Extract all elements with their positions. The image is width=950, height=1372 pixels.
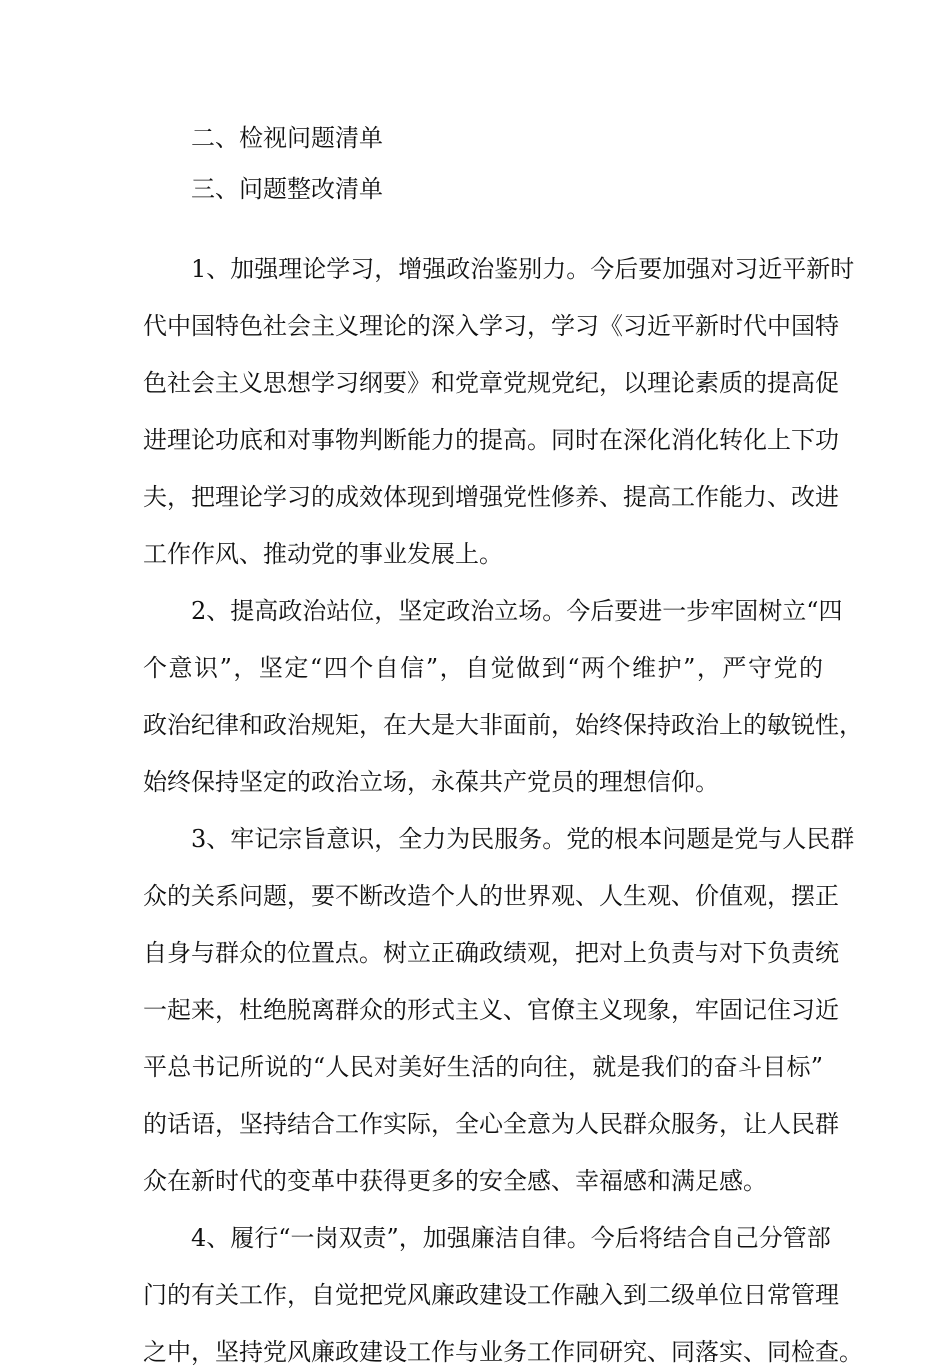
paragraph-3-line-2: 众的关系问题，要不断改造个人的世界观、人生观、价值观，摆正	[143, 882, 839, 910]
paragraph-2-line-2: 个意识”，坚定“四个自信”，自觉做到“两个维护”，严守党的	[143, 654, 823, 682]
paragraph-3-line-1: 3、牢记宗旨意识，全力为民服务。党的根本问题是党与人民群	[191, 825, 855, 853]
paragraph-3-line-3: 自身与群众的位置点。树立正确政绩观，把对上负责与对下负责统	[143, 939, 839, 967]
paragraph-1-line-5: 夫，把理论学习的成效体现到增强党性修养、提高工作能力、改进	[143, 483, 839, 511]
paragraph-3-line-7: 众在新时代的变革中获得更多的安全感、幸福感和满足感。	[143, 1167, 767, 1195]
paragraph-4-line-1: 4、履行“一岗双责”，加强廉洁自律。今后将结合自己分管部	[191, 1224, 831, 1252]
paragraph-1-line-4: 进理论功底和对事物判断能力的提高。同时在深化消化转化上下功	[143, 426, 839, 454]
section-heading-2: 二、检视问题清单	[191, 124, 383, 152]
section-heading-3: 三、问题整改清单	[191, 175, 383, 203]
paragraph-2-line-4: 始终保持坚定的政治立场，永葆共产党员的理想信仰。	[143, 768, 719, 796]
paragraph-2-line-1: 2、提高政治站位，坚定政治立场。今后要进一步牢固树立“四	[191, 597, 843, 625]
paragraph-1-line-6: 工作作风、推动党的事业发展上。	[143, 540, 503, 568]
paragraph-4-line-2: 门的有关工作，自觉把党风廉政建设工作融入到二级单位日常管理	[143, 1281, 839, 1309]
paragraph-3-line-4: 一起来，杜绝脱离群众的形式主义、官僚主义现象，牢固记住习近	[143, 996, 839, 1024]
paragraph-3-line-5: 平总书记所说的“人民对美好生活的向往，就是我们的奋斗目标”	[143, 1053, 823, 1081]
paragraph-3-line-6: 的话语，坚持结合工作实际，全心全意为人民群众服务，让人民群	[143, 1110, 839, 1138]
paragraph-4-line-3: 之中，坚持党风廉政建设工作与业务工作同研究、同落实、同检查。	[143, 1338, 863, 1366]
paragraph-1-line-1: 1、加强理论学习，增强政治鉴别力。今后要加强对习近平新时	[191, 255, 855, 283]
paragraph-1-line-3: 色社会主义思想学习纲要》和党章党规党纪，以理论素质的提高促	[143, 369, 839, 397]
paragraph-1-line-2: 代中国特色社会主义理论的深入学习，学习《习近平新时代中国特	[143, 312, 839, 340]
paragraph-2-line-3: 政治纪律和政治规矩，在大是大非面前，始终保持政治上的敏锐性，	[143, 711, 863, 739]
